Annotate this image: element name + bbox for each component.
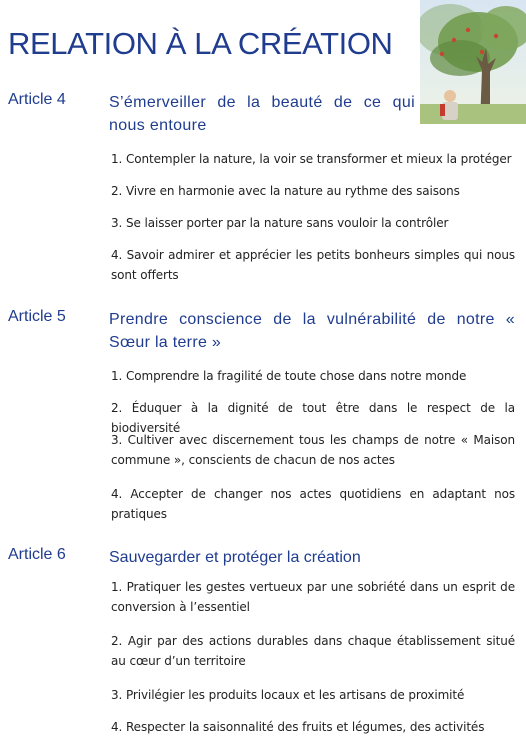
list-item: 1. Contempler la nature, la voir se transformer et mieux la protéger: [111, 152, 512, 166]
article-number: Article 5: [8, 308, 66, 325]
list-item: 1. Comprendre la fragilité de toute chose dans notre monde: [111, 369, 467, 383]
list-item: 3. Cultiver avec discernement tous les champs de notre « Maison commune », conscients de chacun de nos actes: [111, 433, 515, 467]
list-item: 1. Pratiquer les gestes vertueux par une sobriété dans un esprit de conversion à l’essentiel: [111, 580, 515, 614]
list-item: 3. Privilégier les produits locaux et les artisans de proximité: [111, 688, 465, 702]
list-item: 2. Vivre en harmonie avec la nature au rythme des saisons: [111, 184, 460, 198]
article-title: Sauvegarder et protéger la création: [109, 549, 361, 566]
photo-tree-child-icon: [420, 0, 526, 124]
page-title: RELATION À LA CRÉATION: [8, 26, 393, 61]
list-item: 2. Éduquer à la dignité de tout être dans le respect de la biodiversité: [111, 401, 515, 435]
list-item: 4. Respecter la saisonnalité des fruits et légumes, des activités: [111, 720, 485, 734]
list-item: 2. Agir par des actions durables dans chaque établissement situé au cœur d’un territoire: [111, 634, 515, 668]
article-title: S’émerveiller de la beauté de ce qui nous entoure: [109, 94, 415, 134]
article-number: Article 6: [8, 546, 66, 563]
list-item: 3. Se laisser porter par la nature sans vouloir la contrôler: [111, 216, 449, 230]
article-title: Prendre conscience de la vulnérabilité de notre « Sœur la terre »: [109, 311, 515, 351]
list-item: 4. Accepter de changer nos actes quotidiens en adaptant nos pratiques: [111, 487, 515, 521]
list-item: 4. Savoir admirer et apprécier les petits bonheurs simples qui nous sont offerts: [111, 248, 515, 282]
article-number: Article 4: [8, 91, 66, 108]
